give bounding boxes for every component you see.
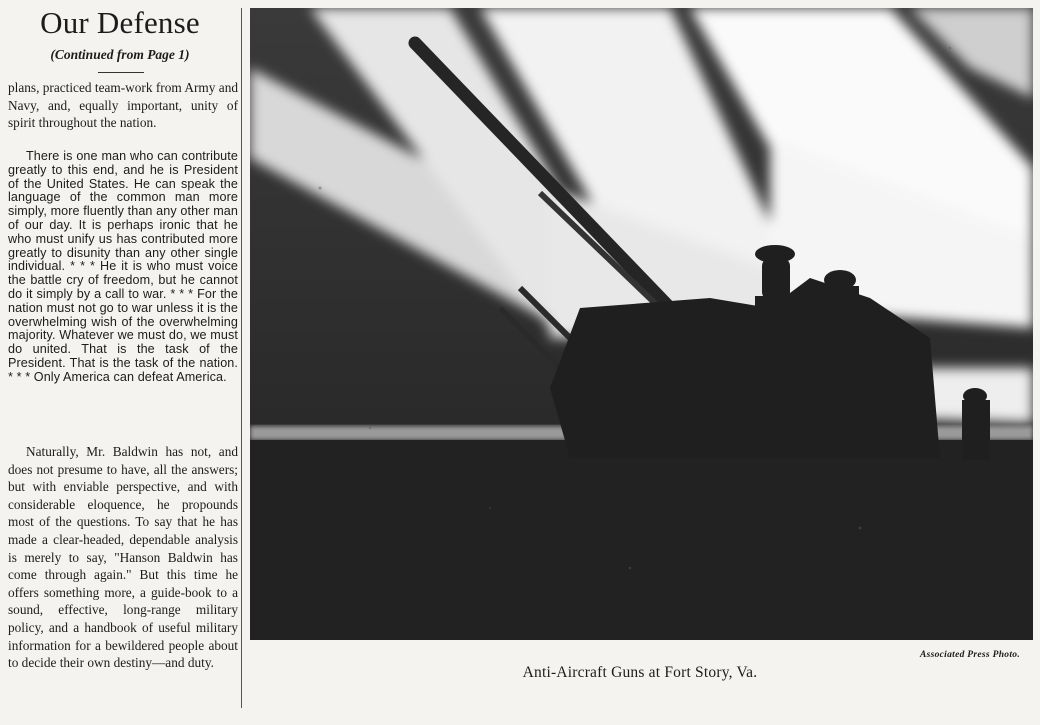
paragraph-1: plans, practiced team-work from Army and Navy, and, equally important, unity of spirit throughout the nation. (8, 80, 238, 131)
paragraph-2: There is one man who can contribute greatly to this end, and he is President of the United States. He can speak the language of the common man more simply, more fluently than any other man of our day. It is perhaps ironic that he who must unify us has contributed more greatly to disunity than any other single individual. * * * He it is who must voice the battle cry of freedom, but he cannot do it simply by a call to war. * * * For the nation must not go to war unless it is the overwhelming wish of the overwhelming majority. Whatever we must do, we must do united. That is the task of the President. That is the task of the nation. * * * Only America can defeat America. (8, 149, 238, 384)
column-rule (241, 8, 242, 708)
photo-credit: Associated Press Photo. (919, 650, 1020, 660)
divider (98, 72, 144, 73)
headline: Our Defense (40, 5, 200, 40)
photo-image (250, 8, 1033, 640)
paragraph-3: Naturally, Mr. Baldwin has not, and does not presume to have, all the answers; but with enviable perspective, and with considerable eloquence, he propounds most of the questions. To say that he has made a clear-headed, dependable analysis is merely to say, "Hanson Baldwin has come through again." But this time he offers something more, a guide-book to a sound, effective, long-range military policy, and a handbook of useful military information for a bewildered people about to decide their own destiny—and duty. (8, 444, 238, 671)
photo-caption: Anti-Aircraft Guns at Fort Story, Va. (522, 664, 758, 681)
anti-aircraft-photo (250, 8, 1033, 640)
article-column (0, 0, 244, 725)
continued-note: (Continued from Page 1) (50, 47, 190, 62)
